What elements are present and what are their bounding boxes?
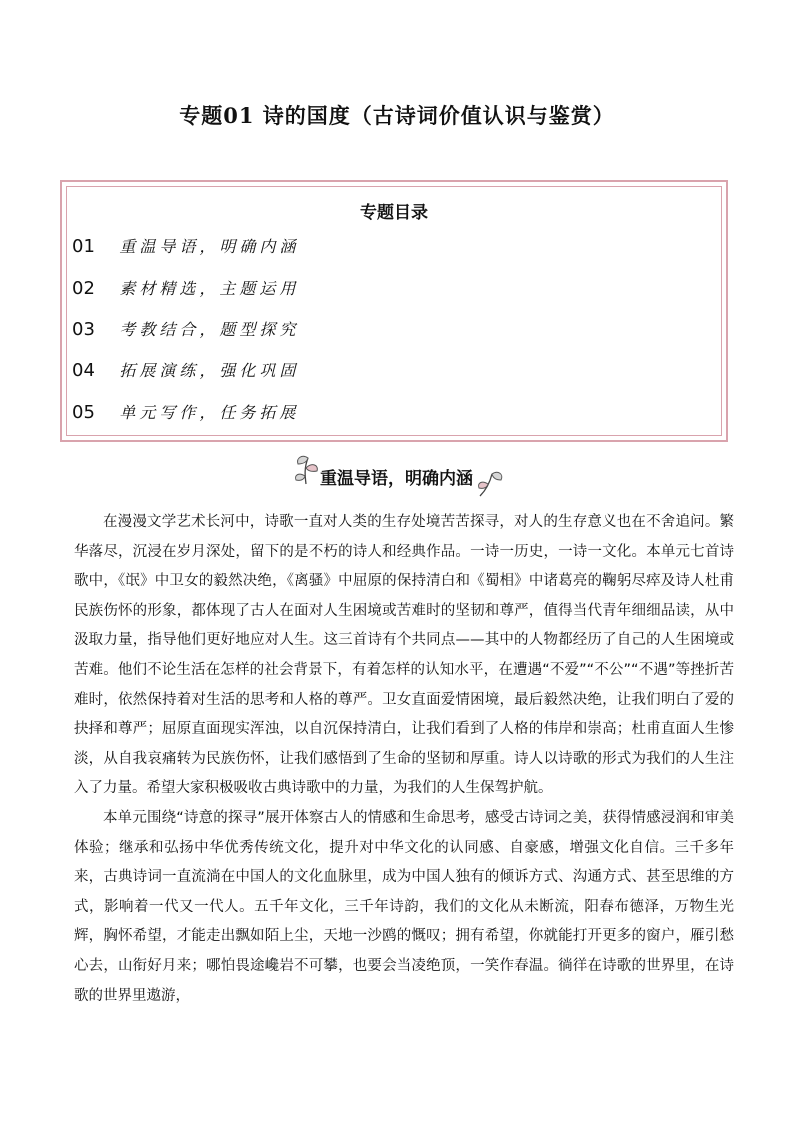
- toc-item-number: 01: [72, 236, 95, 257]
- toc-item: [72, 274, 299, 304]
- toc-box: [60, 180, 728, 442]
- toc-item: [72, 232, 299, 262]
- toc-item-number: 03: [72, 319, 95, 340]
- toc-item-label: 考教结合，题型探究: [119, 320, 300, 339]
- toc-item-label: 拓展演练，强化巩固: [119, 361, 300, 380]
- leaf-ornament-icon: [292, 452, 322, 486]
- section-heading-block: [292, 452, 506, 496]
- toc-item-label: 重温导语，明确内涵: [119, 237, 300, 256]
- toc-item-number: 02: [72, 278, 95, 299]
- toc-item-label: 素材精选，主题运用: [119, 279, 300, 298]
- leaf-ornament-icon: [476, 468, 506, 498]
- body-paragraph: 在漫漫文学艺术长河中，诗歌一直对人类的生存处境苦苦探寻，对人的生存意义也在不舍追问。繁华落尽，沉浸在岁月深处，留下的是不朽的诗人和经典作品。一诗一历史，一诗一文化。本单元七首诗歌中，《氓》中卫女的毅然决绝，《离骚》中屈原的保持清白和《蜀相》中诸葛亮的鞠躬尽瘁及诗人杜甫民族伤怀的形象，都体现了古人在面对人生困境或苦难时的坚韧和尊严，值得当代青年细细品读，从中汲取力量，指导他们更好地应对人生。这三首诗有个共同点——其中的人物都经历了自己的人生困境或苦难。他们不论生活在怎样的社会背景下，有着怎样的认知水平，在遭遇“不爱”“不公”“不遇”等挫折苦难时，依然保持着对生活的思考和人格的尊严。卫女直面爱情困境，最后毅然决绝，让我们明白了爱的抉择和尊严；屈原直面现实浑浊，以自沉保持清白，让我们看到了人格的伟岸和崇高；杜甫直面人生惨淡，从自我哀痛转为民族伤怀，让我们感悟到了生命的坚韧和厚重。诗人以诗歌的形式为我们的人生注入了力量。希望大家积极吸收古典诗歌中的力量，为我们的人生保驾护航。: [74, 514, 734, 797]
- toc-item-label: 单元写作，任务拓展: [119, 403, 300, 422]
- section-heading: 重温导语，明确内涵: [320, 469, 473, 489]
- toc-item: [72, 315, 299, 345]
- toc-item: [72, 398, 299, 428]
- body-text: [74, 508, 734, 1011]
- toc-item-number: 04: [72, 360, 95, 381]
- page-title: 专题01 诗的国度（古诗词价值认识与鉴赏）: [179, 103, 615, 128]
- toc-heading: 专题目录: [360, 203, 428, 223]
- body-paragraph: 本单元围绕“诗意的探寻”展开体察古人的情感和生命思考，感受古诗词之美，获得情感浸润和审美体验；继承和弘扬中华优秀传统文化，提升对中华文化的认同感、自豪感，增强文化自信。三千多年来，古典诗词一直流淌在中国人的文化血脉里，成为中国人独有的倾诉方式、沟通方式、甚至思维的方式，影响着一代又一代人。五千年文化，三千年诗韵，我们的文化从未断流，阳春布德泽，万物生光辉，胸怀希望，才能走出飘如陌上尘，天地一沙鸥的慨叹；拥有希望，你就能打开更多的窗户，雁引愁心去，山衔好月来；哪怕畏途巉岩不可攀，也要会当凌绝顶，一笑作春温。徜徉在诗歌的世界里，在诗歌的世界里遨游，: [74, 809, 734, 1004]
- toc-item-number: 05: [72, 402, 95, 423]
- toc-item: [72, 356, 299, 386]
